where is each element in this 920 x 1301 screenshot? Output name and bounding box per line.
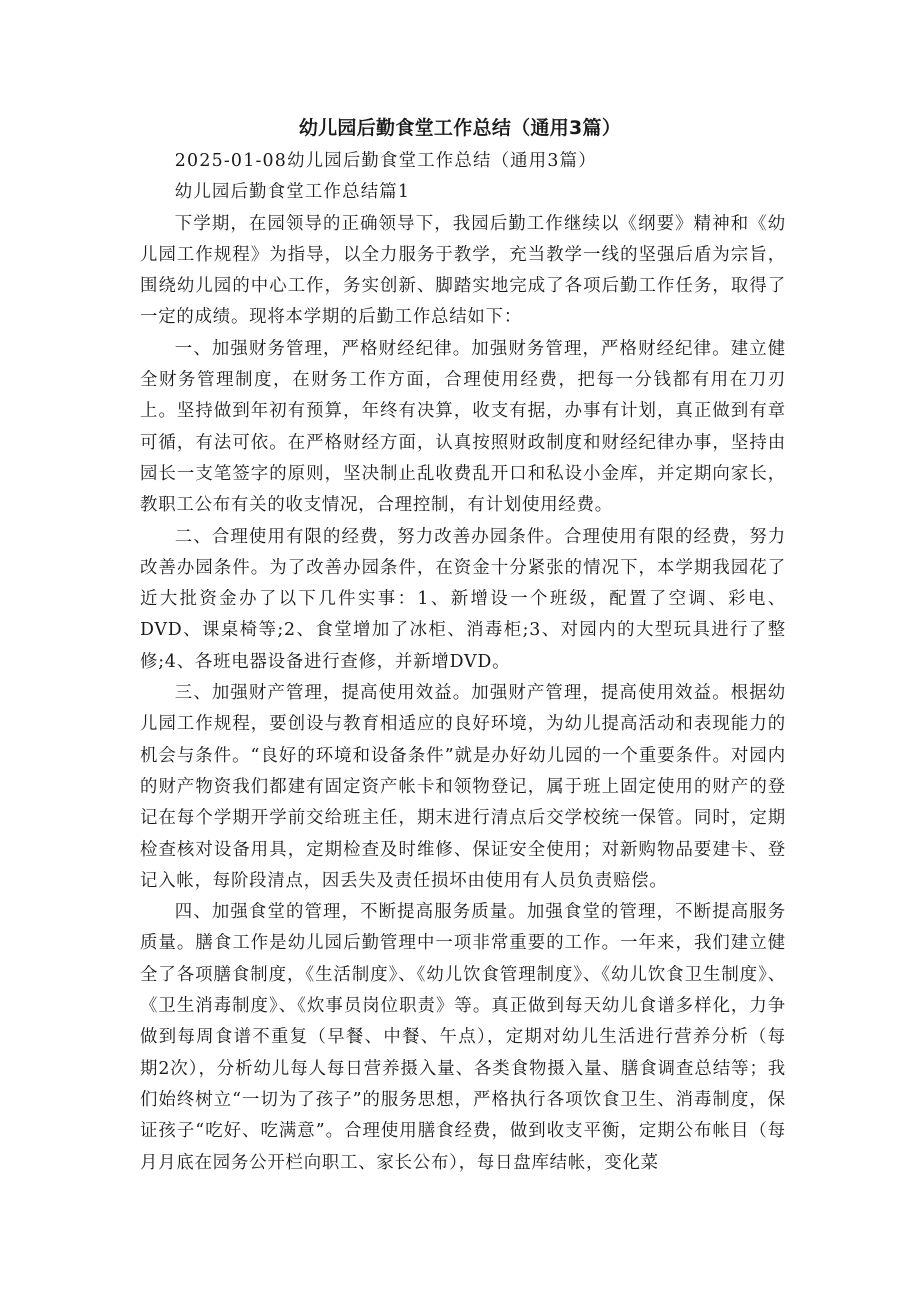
section-heading: 幼儿园后勤食堂工作总结篇1: [174, 182, 411, 203]
paragraph-canteen: 四、加强食堂的管理，不断提高服务质量。加强食堂的管理，不断提高服务质量。膳食工作是幼儿园后勤管理中一项非常重要的工作。一年来，我们建立健全了各项膳食制度，《生活制度》、《幼儿饮食管理制度》、《幼儿饮食卫生制度》、《卫生消毒制度》、《炊事员岗位职责》等。真正做到每天幼儿食谱多样化，力争做到每周食谱不重复（早餐、中餐、午点），定期对幼儿生活进行营养分析（每期2次），分析幼儿每人每日营养摄入量、各类食物摄入量、膳食调查总结等；我们始终树立“一切为了孩子”的服务思想，严格执行各项饮食卫生、消毒制度，保证孩子“吃好、吃满意”。合理使用膳食经费，做到收支平衡，定期公布帐目（每月月底在园务公开栏向职工、家长公布），每日盘库结帐，变化菜: [140, 902, 786, 1173]
paragraph-funding: 二、合理使用有限的经费，努力改善办园条件。合理使用有限的经费，努力改善办园条件。为了改善办园条件，在资金十分紧张的情况下，本学期我园花了近大批资金办了以下几件实事：1、新增设一个班级，配置了空调、彩电、DVD、课桌椅等;2、食堂增加了冰柜、消毒柜;3、对园内的大型玩具进行了整修;4、各班电器设备进行查修，并新增DVD。: [140, 526, 786, 672]
paragraph-finance: 一、加强财务管理，严格财经纪律。加强财务管理，严格财经纪律。建立健全财务管理制度，在财务工作方面，合理使用经费，把每一分钱都有用在刀刃上。坚持做到年初有预算，年终有决算，收支有据，办事有计划，真正做到有章可循，有法可依。在严格财经方面，认真按照财政制度和财经纪律办事，坚持由园长一支笔签字的原则，坚决制止乱收费乱开口和私设小金库，并定期向家长，教职工公布有关的收支情况，合理控制，有计划使用经费。: [140, 338, 786, 516]
paragraph-intro: 下学期，在园领导的正确领导下，我园后勤工作继续以《纲要》精神和《幼儿园工作规程》为指导，以全力服务于教学，充当教学一线的坚强后盾为宗旨，围绕幼儿园的中心工作，务实创新、脚踏实地完成了各项后勤工作任务，取得了一定的成绩。现将本学期的后勤工作总结如下：: [140, 213, 786, 328]
document-title: 幼儿园后勤食堂工作总结（通用3篇）: [298, 117, 622, 139]
paragraph-property: 三、加强财产管理，提高使用效益。加强财产管理，提高使用效益。根据幼儿园工作规程，要创设与教育相适应的良好环境，为幼儿提高活动和表现能力的机会与条件。“良好的环境和设备条件”就是办好幼儿园的一个重要条件。对园内的财产物资我们都建有固定资产帐卡和领物登记，属于班上固定使用的财产的登记在每个学期开学前交给班主任，期末进行清点后交学校统一保管。同时，定期检查核对设备用具，定期检查及时维修、保证安全使用；对新购物品要建卡、登记入帐，每阶段清点，因丢失及责任损坏由使用有人员负责赔偿。: [140, 683, 786, 891]
date-line: 2025-01-08幼儿园后勤食堂工作总结（通用3篇）: [174, 151, 597, 171]
document-body: [140, 146, 786, 1179]
